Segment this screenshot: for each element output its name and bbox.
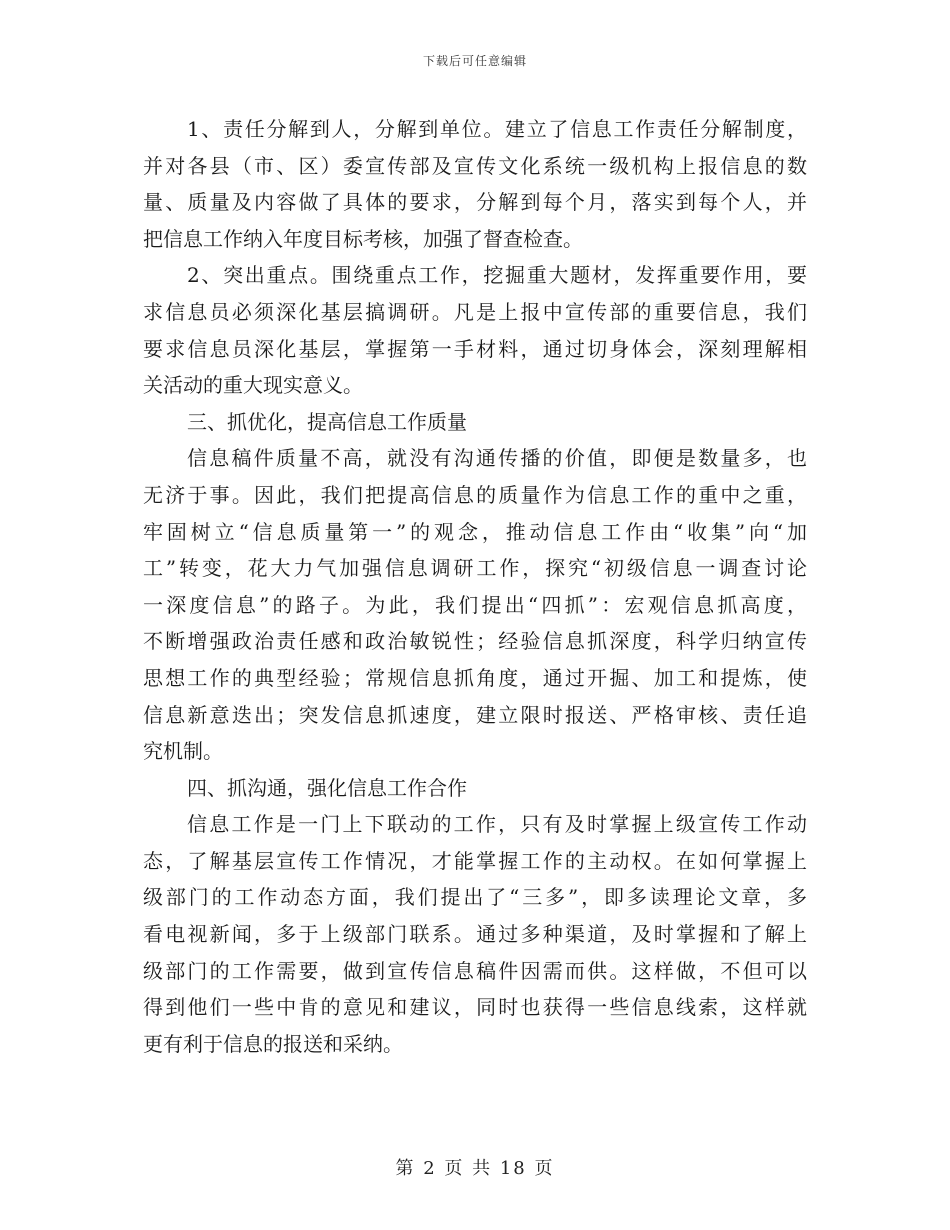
paragraph-line: 不断增强政治责任感和政治敏锐性；经验信息抓深度，科学归纳宣传	[143, 629, 807, 654]
paragraph-line: 无济于事。因此，我们把提高信息的质量作为信息工作的重中之重，	[143, 482, 807, 507]
paragraph-line: 把信息工作纳入年度目标考核，加强了督查检查。	[143, 226, 583, 251]
paragraph-line: 级部门的工作需要，做到宣传信息稿件因需而供。这样做，不但可以	[143, 958, 807, 983]
section-heading: 三、抓优化，提高信息工作质量	[187, 409, 467, 434]
paragraph-line: 要求信息员深化基层，掌握第一手材料，通过切身体会，深刻理解相	[143, 336, 807, 361]
page-header: 下载后可任意编辑	[422, 54, 527, 68]
paragraph-line: 2、突出重点。围绕重点工作，挖掘重大题材，发挥重要作用，要	[187, 263, 807, 288]
paragraph-line: 信息稿件质量不高，就没有沟通传播的价值，即便是数量多，也	[187, 446, 807, 471]
document-body	[143, 111, 807, 1062]
paragraph-line: 思想工作的典型经验；常规信息抓角度，通过开掘、加工和提炼，使	[143, 665, 807, 690]
paragraph-line: 看电视新闻，多于上级部门联系。通过多种渠道，及时掌握和了解上	[143, 922, 807, 947]
paragraph-line: 更有利于信息的报送和采纳。	[143, 1031, 403, 1056]
paragraph-line: 牢固树立“信息质量第一”的观念，推动信息工作由“收集”向“加	[143, 519, 807, 544]
paragraph-line: 究机制。	[143, 739, 223, 764]
paragraph-line: 1、责任分解到人，分解到单位。建立了信息工作责任分解制度，	[187, 117, 807, 141]
paragraph-line: 关活动的重大现实意义。	[143, 373, 363, 398]
paragraph-line: 信息工作是一门上下联动的工作，只有及时掌握上级宣传工作动	[187, 812, 807, 837]
paragraph-line: 量、质量及内容做了具体的要求，分解到每个月，落实到每个人，并	[143, 190, 807, 215]
paragraph-line: 并对各县（市、区）委宣传部及宣传文化系统一级机构上报信息的数	[143, 153, 807, 178]
paragraph-line: 工”转变，花大力气加强信息调研工作，探究“初级信息一调查讨论	[143, 556, 807, 581]
page-number-footer: 第 2 页 共 18 页	[395, 1158, 555, 1179]
paragraph-line: 态，了解基层宣传工作情况，才能掌握工作的主动权。在如何掌握上	[143, 848, 807, 873]
paragraph-line: 一深度信息”的路子。为此，我们提出“四抓”：宏观信息抓高度，	[143, 592, 807, 617]
section-heading: 四、抓沟通，强化信息工作合作	[187, 775, 467, 800]
paragraph-line: 得到他们一些中肯的意见和建议，同时也获得一些信息线索，这样就	[143, 995, 807, 1020]
paragraph-line: 信息新意迭出；突发信息抓速度，建立限时报送、严格审核、责任追	[143, 702, 807, 727]
paragraph-line: 级部门的工作动态方面，我们提出了“三多”，即多读理论文章，多	[143, 885, 807, 910]
paragraph-line: 求信息员必须深化基层搞调研。凡是上报中宣传部的重要信息，我们	[143, 299, 807, 324]
